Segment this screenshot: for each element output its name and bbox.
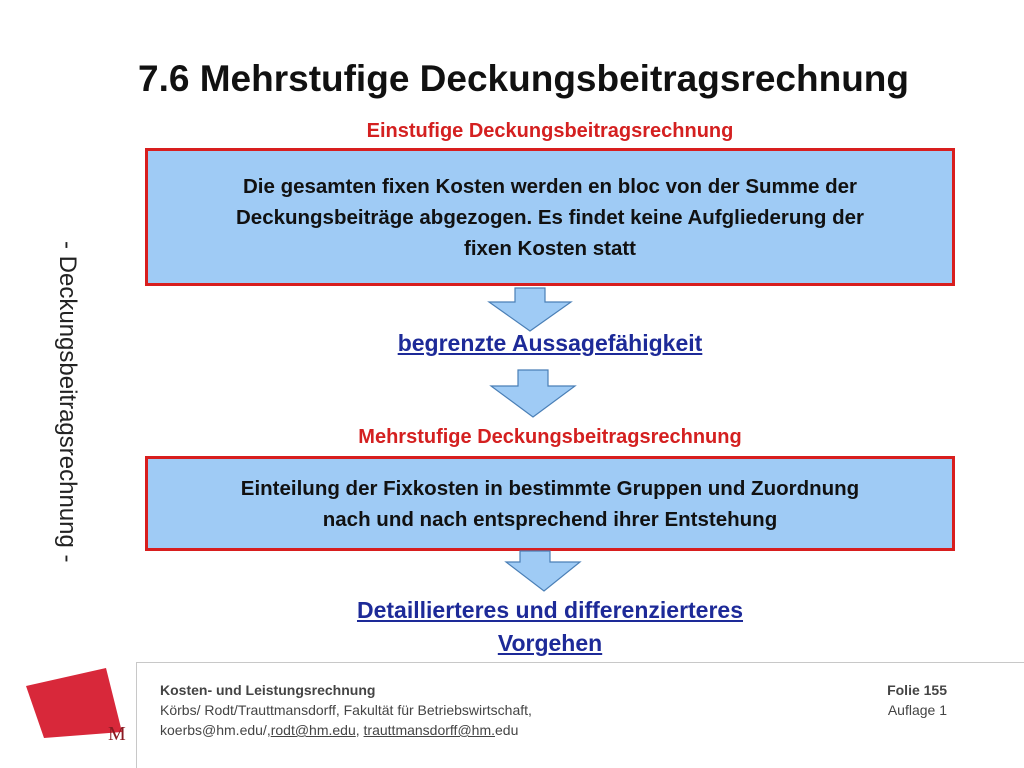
hm-logo [22,664,132,742]
side-label: - Deckungsbeitragsrechnung - [54,241,81,563]
result-line-1: Detaillierteres und differenzierteres [356,597,744,623]
heading-mehrstufig: Mehrstufige Deckungsbeitragsrechnung [358,426,742,448]
slide-number: Folie 155 [887,682,947,698]
box-mehrstufig [145,456,955,551]
box-einstufig-line-2: Deckungsbeiträge abgezogen. Es findet keine Aufgliederung der [235,205,865,229]
footer-divider [136,662,1024,663]
email-separator: , [355,722,364,738]
down-arrow-icon [496,550,586,594]
down-arrow-icon [489,368,579,420]
footer-slide-info [820,680,947,720]
footer-course: Kosten- und Leistungsrechnung [160,682,376,698]
footer-divider-vertical [136,662,137,768]
box-einstufig-line-3: fixen Kosten statt [464,236,636,260]
box-mehrstufig-line-2: nach und nach entsprechend ihrer Entstehung [322,507,778,531]
footer-emails [160,720,660,740]
email-tail: edu [495,722,519,738]
result-line-2: Vorgehen [497,630,603,656]
email-trauttmansdorff-link[interactable]: trauttmansdorff@hm. [363,722,495,738]
box-einstufig [145,148,955,286]
down-arrow-icon [485,286,575,334]
footer-authors: Körbs/ Rodt/Trauttmansdorff, Fakultät für Betriebswirtschaft, [160,702,532,718]
edition: Auflage 1 [887,702,947,718]
box-einstufig-line-1: Die gesamten fixen Kosten werden en bloc von der Summe der [242,174,858,198]
email-rodt-link[interactable]: rodt@hm.edu [270,722,356,738]
box-mehrstufig-line-1: Einteilung der Fixkosten in bestimmte Gruppen und Zuordnung [240,476,860,500]
result-begrenzte-aussagefaehigkeit: begrenzte Aussagefähigkeit [397,330,703,356]
footer-info [160,680,660,740]
logo-letter: M [108,723,126,742]
slide-title: 7.6 Mehrstufige Deckungsbeitragsrechnung [138,58,910,99]
result-detaillierteres-vorgehen [140,594,960,660]
email-koerbs: koerbs@hm.edu/, [160,722,271,738]
heading-einstufig: Einstufige Deckungsbeitragsrechnung [366,120,734,142]
